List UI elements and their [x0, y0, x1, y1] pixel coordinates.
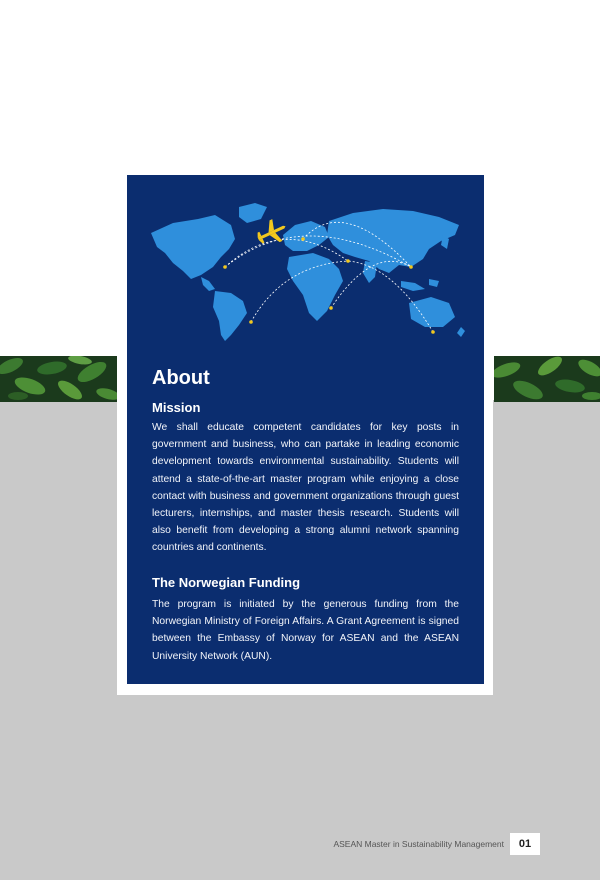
funding-heading: The Norwegian Funding: [152, 575, 301, 590]
page-number: 01: [510, 833, 540, 855]
leaf-photo-left: [0, 356, 118, 402]
leaf-photo-right: [494, 356, 600, 402]
mission-heading: Mission: [152, 400, 201, 415]
about-title: About: [152, 367, 210, 389]
world-map-icon: [143, 195, 468, 345]
footer-program-name: ASEAN Master in Sustainability Management: [333, 839, 504, 849]
about-card: [127, 175, 484, 684]
mission-text: We shall educate competent candidates for key posts in government and business, who can partake in leading economic development towards environmental sustainability. Students will attend a state-of-the-art master program while enjoying a close contact with business and government organizations through guest lecturers, internships, and master thesis research. Students will also benefit from developing a strong alumni network spanning countries and continents.: [152, 422, 459, 554]
funding-text: The program is initiated by the generous funding from the Norwegian Ministry of Foreign Affairs. A Grant Agreement is signed between the Embassy of Norway for ASEAN and the ASEAN University Network (AUN).: [152, 599, 459, 662]
